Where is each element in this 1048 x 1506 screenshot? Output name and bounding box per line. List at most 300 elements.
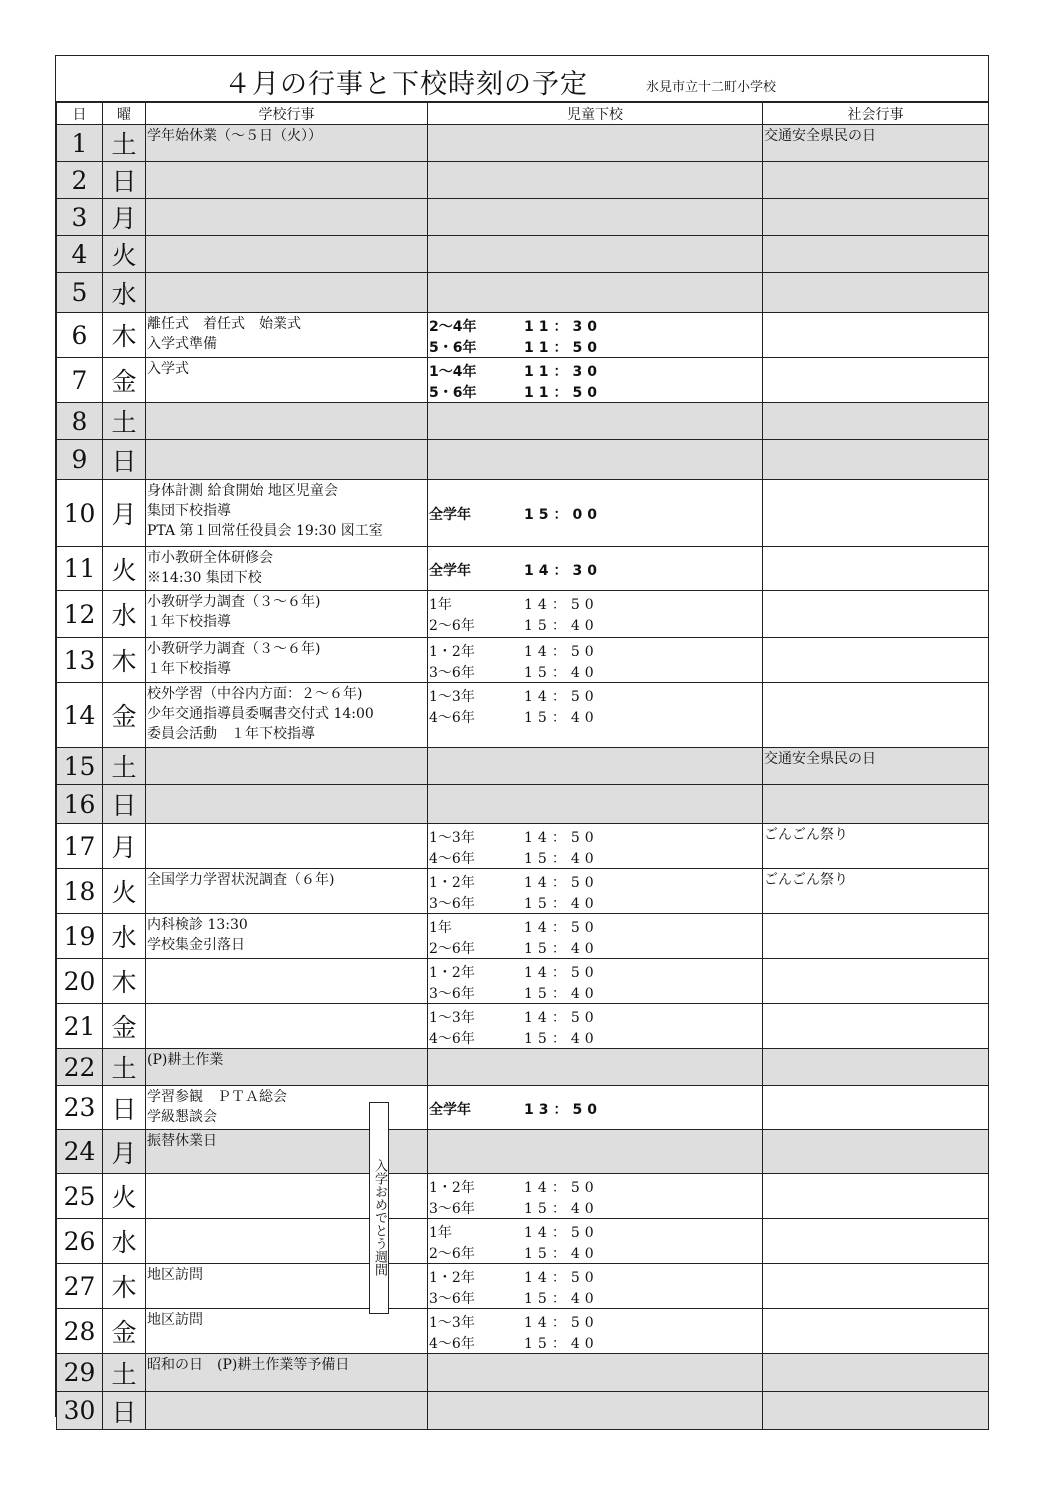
- school-event-line: 昭和の日 (P)耕土作業等予備日: [147, 1357, 350, 1373]
- school-event-cell: [146, 199, 428, 236]
- weekday-cell: 月: [103, 480, 146, 547]
- welcome-week-label: 入学おめでとう週間: [369, 1102, 389, 1314]
- dismissal-line: [429, 1176, 762, 1197]
- social-event-cell: [763, 1004, 989, 1049]
- grade-label: 2～4年: [429, 318, 477, 335]
- table-row: [57, 199, 989, 236]
- school-event-line: 少年交通指導員委嘱書交付式 14:00: [147, 706, 374, 722]
- header-dismissal: 児童下校: [428, 103, 763, 125]
- date-cell: 2: [57, 162, 103, 199]
- dismissal-cell: [428, 480, 763, 547]
- date-cell: 16: [57, 785, 103, 824]
- table-row: [57, 591, 989, 638]
- dismissal-cell: [428, 1086, 763, 1130]
- dismissal-cell: [428, 591, 763, 638]
- weekday-cell: 水: [103, 914, 146, 959]
- social-event-line: ごんごん祭り: [764, 872, 848, 888]
- dismissal-time: 13：50: [524, 1101, 602, 1118]
- dismissal-time: 15：40: [524, 664, 599, 681]
- table-row: [57, 358, 989, 403]
- dismissal-cell: [428, 273, 763, 313]
- grade-label: 3～6年: [429, 1200, 475, 1217]
- school-event-line: 学年始休業（～５日（火））: [147, 128, 322, 144]
- dismissal-line: [429, 1332, 762, 1353]
- dismissal-time: 15：40: [524, 1290, 599, 1307]
- table-row: [57, 1130, 989, 1174]
- social-event-cell: [763, 1174, 989, 1219]
- date-cell: 15: [57, 748, 103, 785]
- dismissal-line: [429, 847, 762, 868]
- dismissal-time: 15：40: [524, 1335, 599, 1352]
- grade-label: 1・2年: [429, 964, 475, 981]
- dismissal-time: 15：40: [524, 709, 599, 726]
- dismissal-cell: [428, 403, 763, 440]
- dismissal-time: 14：50: [524, 1314, 599, 1331]
- school-event-line: 集団下校指導: [147, 503, 231, 519]
- grade-label: 1～4年: [429, 363, 477, 380]
- dismissal-line: [429, 826, 762, 847]
- school-event-line: 学習参観 ＰＴＡ総会: [147, 1089, 287, 1105]
- grade-label: 3～6年: [429, 895, 475, 912]
- dismissal-cell: [428, 358, 763, 403]
- table-row: [57, 824, 989, 869]
- table-row: [57, 683, 989, 748]
- weekday-cell: 土: [103, 125, 146, 162]
- grade-label: 4～6年: [429, 1030, 475, 1047]
- table-row: [57, 1264, 989, 1309]
- social-event-cell: [763, 440, 989, 480]
- social-event-cell: [763, 480, 989, 547]
- weekday-cell: 木: [103, 313, 146, 358]
- social-event-cell: [763, 358, 989, 403]
- school-event-cell: [146, 591, 428, 638]
- dismissal-time: 14：50: [524, 1269, 599, 1286]
- social-event-cell: [763, 1086, 989, 1130]
- table-row: [57, 236, 989, 273]
- school-event-line: 内科検診 13:30: [147, 917, 248, 933]
- dismissal-time: 11：50: [524, 384, 602, 401]
- dismissal-line: [429, 706, 762, 727]
- date-cell: 17: [57, 824, 103, 869]
- dismissal-line: [429, 315, 762, 336]
- weekday-cell: 日: [103, 1086, 146, 1130]
- weekday-cell: 日: [103, 162, 146, 199]
- grade-label: 4～6年: [429, 1335, 475, 1352]
- dismissal-cell: [428, 683, 763, 748]
- date-cell: 30: [57, 1392, 103, 1430]
- school-event-cell: [146, 683, 428, 748]
- social-event-line: 交通安全県民の日: [764, 751, 876, 767]
- grade-label: 2～6年: [429, 617, 475, 634]
- dismissal-line: [429, 1098, 762, 1119]
- social-event-cell: [763, 959, 989, 1004]
- grade-label: 1～3年: [429, 829, 475, 846]
- grade-label: 全学年: [429, 562, 471, 579]
- dismissal-line: [429, 1287, 762, 1308]
- dismissal-line: [429, 961, 762, 982]
- school-name: 氷見市立十二町小学校: [646, 80, 777, 95]
- weekday-cell: 月: [103, 1130, 146, 1174]
- dismissal-line: [429, 1006, 762, 1027]
- weekday-cell: 日: [103, 1392, 146, 1430]
- school-event-cell: [146, 1309, 428, 1354]
- dismissal-cell: [428, 313, 763, 358]
- school-event-line: 校外学習（中谷内方面：２～６年): [147, 686, 363, 702]
- weekday-cell: 土: [103, 1049, 146, 1086]
- dismissal-line: [429, 640, 762, 661]
- dismissal-cell: [428, 785, 763, 824]
- table-row: [57, 162, 989, 199]
- table-row: [57, 273, 989, 313]
- table-row: [57, 480, 989, 547]
- social-event-cell: [763, 273, 989, 313]
- dismissal-cell: [428, 440, 763, 480]
- dismissal-line: [429, 1311, 762, 1332]
- dismissal-cell: [428, 1309, 763, 1354]
- weekday-cell: 金: [103, 1004, 146, 1049]
- weekday-cell: 水: [103, 591, 146, 638]
- school-event-line: (P)耕土作業: [147, 1052, 224, 1068]
- date-cell: 22: [57, 1049, 103, 1086]
- weekday-cell: 木: [103, 1264, 146, 1309]
- header-row: [57, 103, 989, 125]
- dismissal-cell: [428, 1004, 763, 1049]
- grade-label: 1・2年: [429, 1179, 475, 1196]
- grade-label: 全学年: [429, 1101, 471, 1118]
- date-cell: 1: [57, 125, 103, 162]
- grade-label: 1年: [429, 919, 452, 936]
- dismissal-cell: [428, 959, 763, 1004]
- school-event-line: 委員会活動 １年下校指導: [147, 726, 315, 742]
- table-row: [57, 1004, 989, 1049]
- dismissal-cell: [428, 824, 763, 869]
- dismissal-cell: [428, 199, 763, 236]
- social-event-cell: [763, 1264, 989, 1309]
- school-event-cell: [146, 440, 428, 480]
- grade-label: 3～6年: [429, 664, 475, 681]
- dismissal-time: 15：40: [524, 1030, 599, 1047]
- social-event-cell: [763, 403, 989, 440]
- school-event-cell: [146, 162, 428, 199]
- dismissal-line: [429, 1242, 762, 1263]
- school-event-line: 身体計測 給食開始 地区児童会: [147, 483, 338, 499]
- social-event-cell: [763, 1392, 989, 1430]
- school-event-cell: [146, 959, 428, 1004]
- school-event-cell: [146, 748, 428, 785]
- date-cell: 5: [57, 273, 103, 313]
- weekday-cell: 金: [103, 683, 146, 748]
- header-date: 日: [57, 103, 103, 125]
- school-event-cell: [146, 914, 428, 959]
- header-dow: 曜: [103, 103, 146, 125]
- grade-label: 2～6年: [429, 940, 475, 957]
- school-event-cell: [146, 358, 428, 403]
- date-cell: 14: [57, 683, 103, 748]
- social-event-line: ごんごん祭り: [764, 827, 848, 843]
- dismissal-time: 15：40: [524, 1245, 599, 1262]
- dismissal-time: 14：50: [524, 596, 599, 613]
- dismissal-time: 14：50: [524, 688, 599, 705]
- social-event-cell: [763, 1049, 989, 1086]
- dismissal-time: 14：50: [524, 829, 599, 846]
- date-cell: 18: [57, 869, 103, 914]
- social-event-cell: [763, 748, 989, 785]
- weekday-cell: 火: [103, 547, 146, 591]
- date-cell: 4: [57, 236, 103, 273]
- school-event-cell: [146, 869, 428, 914]
- weekday-cell: 水: [103, 1219, 146, 1264]
- dismissal-line: [429, 614, 762, 635]
- school-event-line: 地区訪問: [147, 1312, 203, 1328]
- weekday-cell: 日: [103, 785, 146, 824]
- schedule-rows: [57, 125, 989, 1430]
- date-cell: 28: [57, 1309, 103, 1354]
- table-row: [57, 1219, 989, 1264]
- social-event-cell: [763, 591, 989, 638]
- header-social-events: 社会行事: [763, 103, 989, 125]
- weekday-cell: 土: [103, 1354, 146, 1392]
- grade-label: 1～3年: [429, 1314, 475, 1331]
- date-cell: 19: [57, 914, 103, 959]
- social-event-cell: [763, 1354, 989, 1392]
- school-event-cell: [146, 403, 428, 440]
- dismissal-cell: [428, 1392, 763, 1430]
- dismissal-cell: [428, 1049, 763, 1086]
- schedule-sheet: [55, 55, 989, 1427]
- weekday-cell: 土: [103, 748, 146, 785]
- school-event-line: 学校集金引落日: [147, 937, 245, 953]
- dismissal-line: [429, 916, 762, 937]
- table-row: [57, 403, 989, 440]
- school-event-cell: [146, 273, 428, 313]
- grade-label: 1～3年: [429, 1009, 475, 1026]
- date-cell: 23: [57, 1086, 103, 1130]
- social-event-cell: [763, 683, 989, 748]
- school-event-line: 入学式: [147, 361, 189, 377]
- date-cell: 11: [57, 547, 103, 591]
- dismissal-line: [429, 1221, 762, 1242]
- date-cell: 7: [57, 358, 103, 403]
- school-event-line: 小教研学力調査（３～６年): [147, 641, 321, 657]
- weekday-cell: 日: [103, 440, 146, 480]
- date-cell: 25: [57, 1174, 103, 1219]
- school-event-line: １年下校指導: [147, 661, 231, 677]
- dismissal-time: 14：50: [524, 643, 599, 660]
- date-cell: 29: [57, 1354, 103, 1392]
- weekday-cell: 火: [103, 236, 146, 273]
- school-event-cell: [146, 638, 428, 683]
- school-event-line: １年下校指導: [147, 614, 231, 630]
- school-event-line: 地区訪問: [147, 1267, 203, 1283]
- dismissal-line: [429, 336, 762, 357]
- weekday-cell: 金: [103, 1309, 146, 1354]
- social-event-cell: [763, 1309, 989, 1354]
- school-event-cell: [146, 785, 428, 824]
- table-row: [57, 869, 989, 914]
- grade-label: 1・2年: [429, 1269, 475, 1286]
- dismissal-time: 15：40: [524, 940, 599, 957]
- title-row: [56, 56, 988, 102]
- social-event-cell: [763, 1130, 989, 1174]
- date-cell: 8: [57, 403, 103, 440]
- weekday-cell: 木: [103, 638, 146, 683]
- dismissal-line: [429, 1266, 762, 1287]
- dismissal-time: 15：40: [524, 985, 599, 1002]
- social-event-cell: [763, 236, 989, 273]
- dismissal-cell: [428, 869, 763, 914]
- social-event-cell: [763, 914, 989, 959]
- weekday-cell: 火: [103, 869, 146, 914]
- school-event-cell: [146, 1392, 428, 1430]
- weekday-cell: 月: [103, 199, 146, 236]
- dismissal-cell: [428, 914, 763, 959]
- dismissal-time: 14：50: [524, 1009, 599, 1026]
- school-event-cell: [146, 480, 428, 547]
- dismissal-cell: [428, 1354, 763, 1392]
- school-event-line: 全国学力学習状況調査（６年): [147, 872, 335, 888]
- social-event-cell: [763, 824, 989, 869]
- date-cell: 13: [57, 638, 103, 683]
- table-row: [57, 125, 989, 162]
- table-row: [57, 547, 989, 591]
- dismissal-cell: [428, 125, 763, 162]
- page-title: ４月の行事と下校時刻の予定: [224, 69, 588, 100]
- weekday-cell: 水: [103, 273, 146, 313]
- weekday-cell: 土: [103, 403, 146, 440]
- dismissal-time: 15：40: [524, 850, 599, 867]
- social-event-cell: [763, 125, 989, 162]
- table-row: [57, 1309, 989, 1354]
- table-row: [57, 313, 989, 358]
- date-cell: 10: [57, 480, 103, 547]
- weekday-cell: 火: [103, 1174, 146, 1219]
- school-event-line: 小教研学力調査（３～６年): [147, 594, 321, 610]
- grade-label: 1年: [429, 1224, 452, 1241]
- school-event-line: ※14:30 集団下校: [147, 570, 262, 586]
- school-event-line: 学級懇談会: [147, 1109, 217, 1125]
- dismissal-time: 15：40: [524, 1200, 599, 1217]
- dismissal-cell: [428, 1219, 763, 1264]
- weekday-cell: 金: [103, 358, 146, 403]
- school-event-cell: [146, 1354, 428, 1392]
- dismissal-time: 15：40: [524, 895, 599, 912]
- dismissal-time: 14：30: [524, 562, 602, 579]
- dismissal-time: 14：50: [524, 1224, 599, 1241]
- grade-label: 1年: [429, 596, 452, 613]
- date-cell: 3: [57, 199, 103, 236]
- dismissal-cell: [428, 162, 763, 199]
- schedule-table: [56, 102, 989, 1430]
- table-row: [57, 1086, 989, 1130]
- dismissal-time: 11：50: [524, 339, 602, 356]
- dismissal-line: [429, 982, 762, 1003]
- dismissal-line: [429, 504, 762, 525]
- table-row: [57, 1174, 989, 1219]
- social-event-cell: [763, 638, 989, 683]
- dismissal-time: 14：50: [524, 919, 599, 936]
- school-event-line: 離任式 着任式 始業式: [147, 316, 301, 332]
- dismissal-line: [429, 685, 762, 706]
- table-row: [57, 440, 989, 480]
- dismissal-cell: [428, 1130, 763, 1174]
- social-event-cell: [763, 162, 989, 199]
- school-event-line: 入学式準備: [147, 336, 217, 352]
- table-row: [57, 1392, 989, 1430]
- school-event-cell: [146, 824, 428, 869]
- social-event-cell: [763, 1219, 989, 1264]
- table-row: [57, 1049, 989, 1086]
- dismissal-time: 14：50: [524, 964, 599, 981]
- social-event-cell: [763, 547, 989, 591]
- header-school-events: 学校行事: [146, 103, 428, 125]
- dismissal-line: [429, 381, 762, 402]
- date-cell: 6: [57, 313, 103, 358]
- date-cell: 26: [57, 1219, 103, 1264]
- grade-label: 4～6年: [429, 709, 475, 726]
- dismissal-line: [429, 661, 762, 682]
- dismissal-cell: [428, 1174, 763, 1219]
- dismissal-line: [429, 559, 762, 580]
- school-event-cell: [146, 1004, 428, 1049]
- dismissal-cell: [428, 748, 763, 785]
- grade-label: 1～3年: [429, 688, 475, 705]
- date-cell: 27: [57, 1264, 103, 1309]
- dismissal-cell: [428, 547, 763, 591]
- dismissal-cell: [428, 638, 763, 683]
- date-cell: 24: [57, 1130, 103, 1174]
- grade-label: 5・6年: [429, 339, 477, 356]
- school-event-cell: [146, 236, 428, 273]
- table-row: [57, 638, 989, 683]
- social-event-line: 交通安全県民の日: [764, 128, 876, 144]
- grade-label: 5・6年: [429, 384, 477, 401]
- dismissal-line: [429, 1027, 762, 1048]
- table-row: [57, 959, 989, 1004]
- weekday-cell: 月: [103, 824, 146, 869]
- table-row: [57, 785, 989, 824]
- dismissal-time: 15：40: [524, 617, 599, 634]
- dismissal-line: [429, 892, 762, 913]
- dismissal-time: 14：50: [524, 1179, 599, 1196]
- social-event-cell: [763, 199, 989, 236]
- grade-label: 1・2年: [429, 643, 475, 660]
- grade-label: 1・2年: [429, 874, 475, 891]
- social-event-cell: [763, 313, 989, 358]
- dismissal-time: 11：30: [524, 363, 602, 380]
- dismissal-time: 11：30: [524, 318, 602, 335]
- social-event-cell: [763, 785, 989, 824]
- social-event-cell: [763, 869, 989, 914]
- table-row: [57, 914, 989, 959]
- dismissal-time: 15：00: [524, 507, 602, 523]
- grade-label: 3～6年: [429, 1290, 475, 1307]
- date-cell: 20: [57, 959, 103, 1004]
- table-row: [57, 1354, 989, 1392]
- school-event-line: 市小教研全体研修会: [147, 550, 273, 566]
- dismissal-line: [429, 360, 762, 381]
- school-event-cell: [146, 313, 428, 358]
- grade-label: 全学年: [429, 507, 471, 523]
- dismissal-cell: [428, 236, 763, 273]
- grade-label: 3～6年: [429, 985, 475, 1002]
- grade-label: 2～6年: [429, 1245, 475, 1262]
- dismissal-line: [429, 871, 762, 892]
- dismissal-line: [429, 937, 762, 958]
- date-cell: 12: [57, 591, 103, 638]
- table-row: [57, 748, 989, 785]
- school-event-cell: [146, 1049, 428, 1086]
- school-event-cell: [146, 547, 428, 591]
